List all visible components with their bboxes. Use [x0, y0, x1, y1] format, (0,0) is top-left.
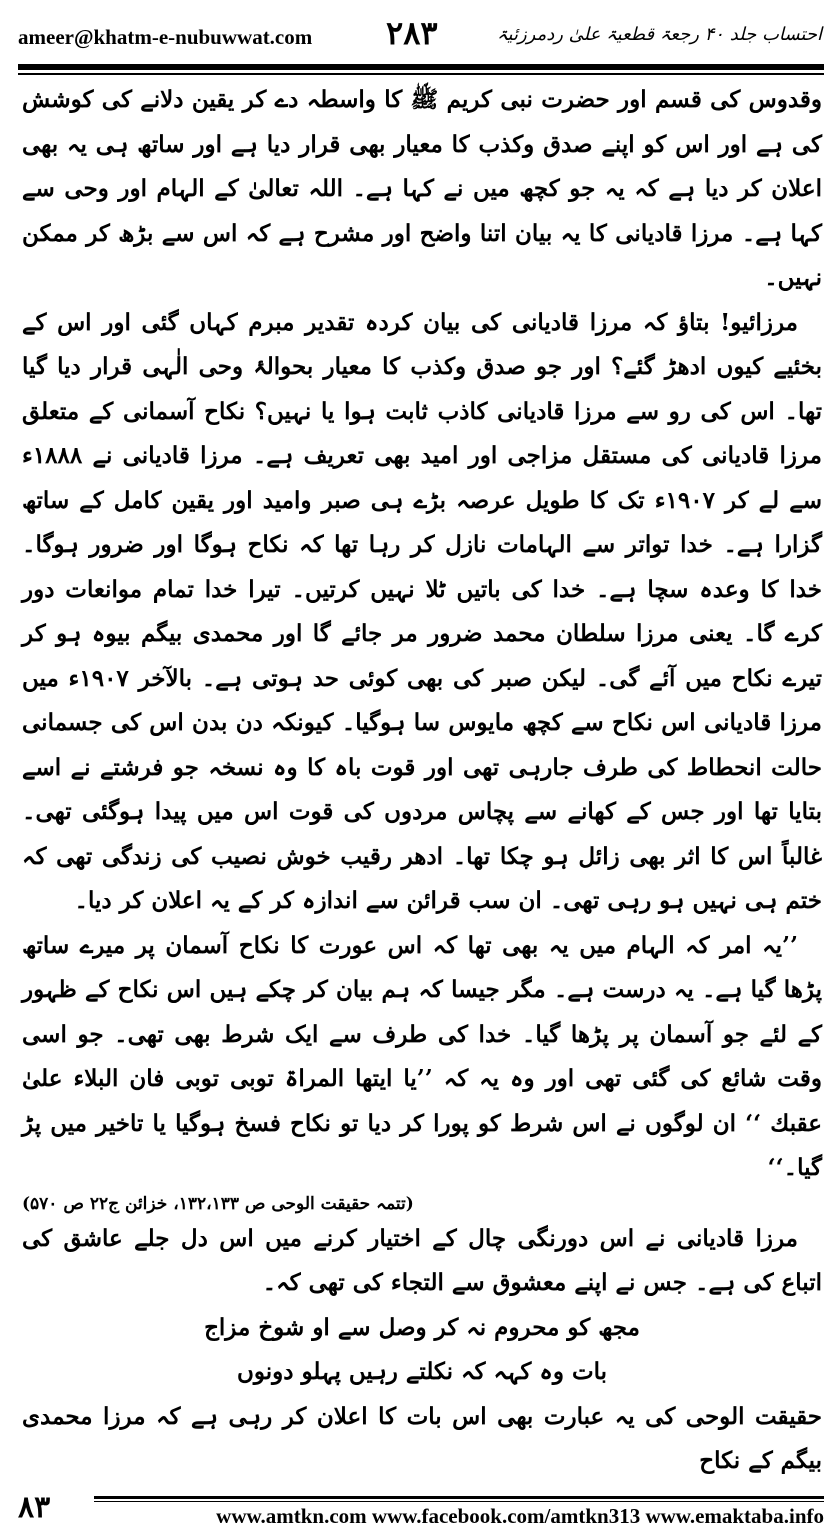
- page-body: [22, 78, 822, 1484]
- page-header: [16, 12, 824, 62]
- header-rule-thin: [18, 73, 824, 75]
- header-book-title: احتساب جلد ۴۰ رجعۃ قطعیۃ علیٰ ردمرزئیۃ: [496, 24, 822, 45]
- footer-links: www.amtkn.com www.facebook.com/amtkn313 www.emaktaba.info: [216, 1504, 824, 1528]
- body-quote-paragraph: ’’یہ امر کہ الہام میں یہ بھی تھا کہ اس عورت کا نکاح آسمان پر میرے ساتھ پڑھا گیا ہے۔ یہ درست ہے۔ مگر جیسا کہ ہم بیان کر چکے ہیں اس نکاح کے ظہور کے لئے جو آسمان پر پڑھا گیا۔ خدا کی طرف سے ایک شرط بھی تھی۔ جو اسی وقت شائع کی گئی تھی اور وہ یہ کہ ’’یا ایتھا المراۃ توبی توبی فان البلاء علیٰ عقبك ‘‘ ان لوگوں نے اس شرط کو پورا کر دیا تو نکاح فسخ ہوگیا یا تاخیر میں پڑ گیا۔‘‘: [22, 931, 822, 1181]
- page-footer: [16, 1490, 824, 1534]
- quote-reference: (تتمہ حقیقت الوحی ص ۱۳۲،۱۳۳، خزائن ج۲۲ ص ۵۷۰): [22, 1193, 414, 1214]
- header-rule-thick: [18, 64, 824, 70]
- verse-line-2: بات وہ کہہ کہ نکلتے رہیں پہلو دونوں: [236, 1358, 608, 1385]
- footer-rule-thin: [94, 1501, 824, 1502]
- verse-line-1: مجھ کو محروم نہ کر وصل سے او شوخ مزاج: [204, 1313, 640, 1341]
- body-last-line: حقیقت الوحی کی یہ عبارت بھی اس بات کا اعلان کر رہی ہے کہ مرزا محمدی بیگم کے نکاح: [22, 1402, 822, 1474]
- body-paragraph-4: مرزا قادیانی نے اس دورنگی چال کے اختیار کرنے میں اس دل جلے عاشق کی اتباع کی ہے۔ جس نے اپنے معشوق سے التجاء کی تھی کہ۔: [22, 1224, 822, 1296]
- header-page-number: ۲۸۳: [386, 14, 438, 52]
- body-paragraph-1: وقدوس کی قسم اور حضرت نبی کریم ﷺ کا واسطہ دے کر یقین دلانے کی کوشش کی ہے اور اس کو اپنے صدق وکذب کا معیار بھی قرار دیا ہے اور ساتھ ہی یہ بھی اعلان کر دیا ہے کہ یہ جو کچھ میں نے کہا ہے۔ اللہ تعالیٰ کے الہام اور وحی سے کہا ہے۔ مرزا قادیانی کا یہ بیان اتنا واضح اور مشرح ہے کہ اس سے بڑھ کر ممکن نہیں۔: [22, 86, 822, 291]
- body-paragraph-2: مرزائیو! بتاؤ کہ مرزا قادیانی کی بیان کردہ تقدیر مبرم کہاں گئی اور اس کے بخئیے کیوں ادھڑ گئے؟ اور جو صدق وکذب کا معیار بحوالۂ وحی الٰہی قرار دیا گیا تھا۔ اس کی رو سے مرزا قادیانی کاذب ثابت ہوا یا نہیں؟ نکاح آسمانی کے متعلق مرزا قادیانی کی مستقل مزاجی اور امید بھی تعریف ہے۔ مرزا قادیانی نے ۱۸۸۸ء سے لے کر ۱۹۰۷ء تک کا طویل عرصہ بڑے ہی صبر وامید اور یقین کامل کے ساتھ گزارا ہے۔ خدا تواتر سے الہامات نازل کر رہا تھا کہ نکاح ہوگا اور ضرور ہوگا۔ خدا کا وعدہ سچا ہے۔ خدا کی باتیں ٹلا نہیں کرتیں۔ تیرا خدا تمام موانعات دور کرے گا۔ یعنی مرزا سلطان محمد ضرور مر جائے گا اور محمدی بیگم بیوہ ہو کر تیرے نکاح میں آئے گی۔ لیکن صبر کی بھی کوئی حد ہوتی ہے۔ بالآخر ۱۹۰۷ء میں مرزا قادیانی اس نکاح سے کچھ مایوس سا ہوگیا۔ کیونکہ دن بدن اس کی جسمانی حالت انحطاط کی طرف جارہی تھی اور قوت باہ کا وہ نسخہ جو فرشتے نے اسے بتایا تھا اور جس کے کھانے سے پچاس مردوں کی قوت اس میں پیدا ہوگئی تھی۔ غالباً اس کا اثر بھی زائل ہو چکا تھا۔ ادھر رقیب خوش نصیب کی زندگی تھی کہ ختم ہی نہیں ہو رہی تھی۔ ان سب قرائن سے اندازہ کر کے یہ اعلان کر دیا۔: [22, 308, 822, 914]
- footer-rule-thick: [94, 1496, 824, 1499]
- footer-page-number: ۸۳: [18, 1490, 51, 1525]
- header-email: ameer@khatm-e-nubuwwat.com: [18, 25, 313, 49]
